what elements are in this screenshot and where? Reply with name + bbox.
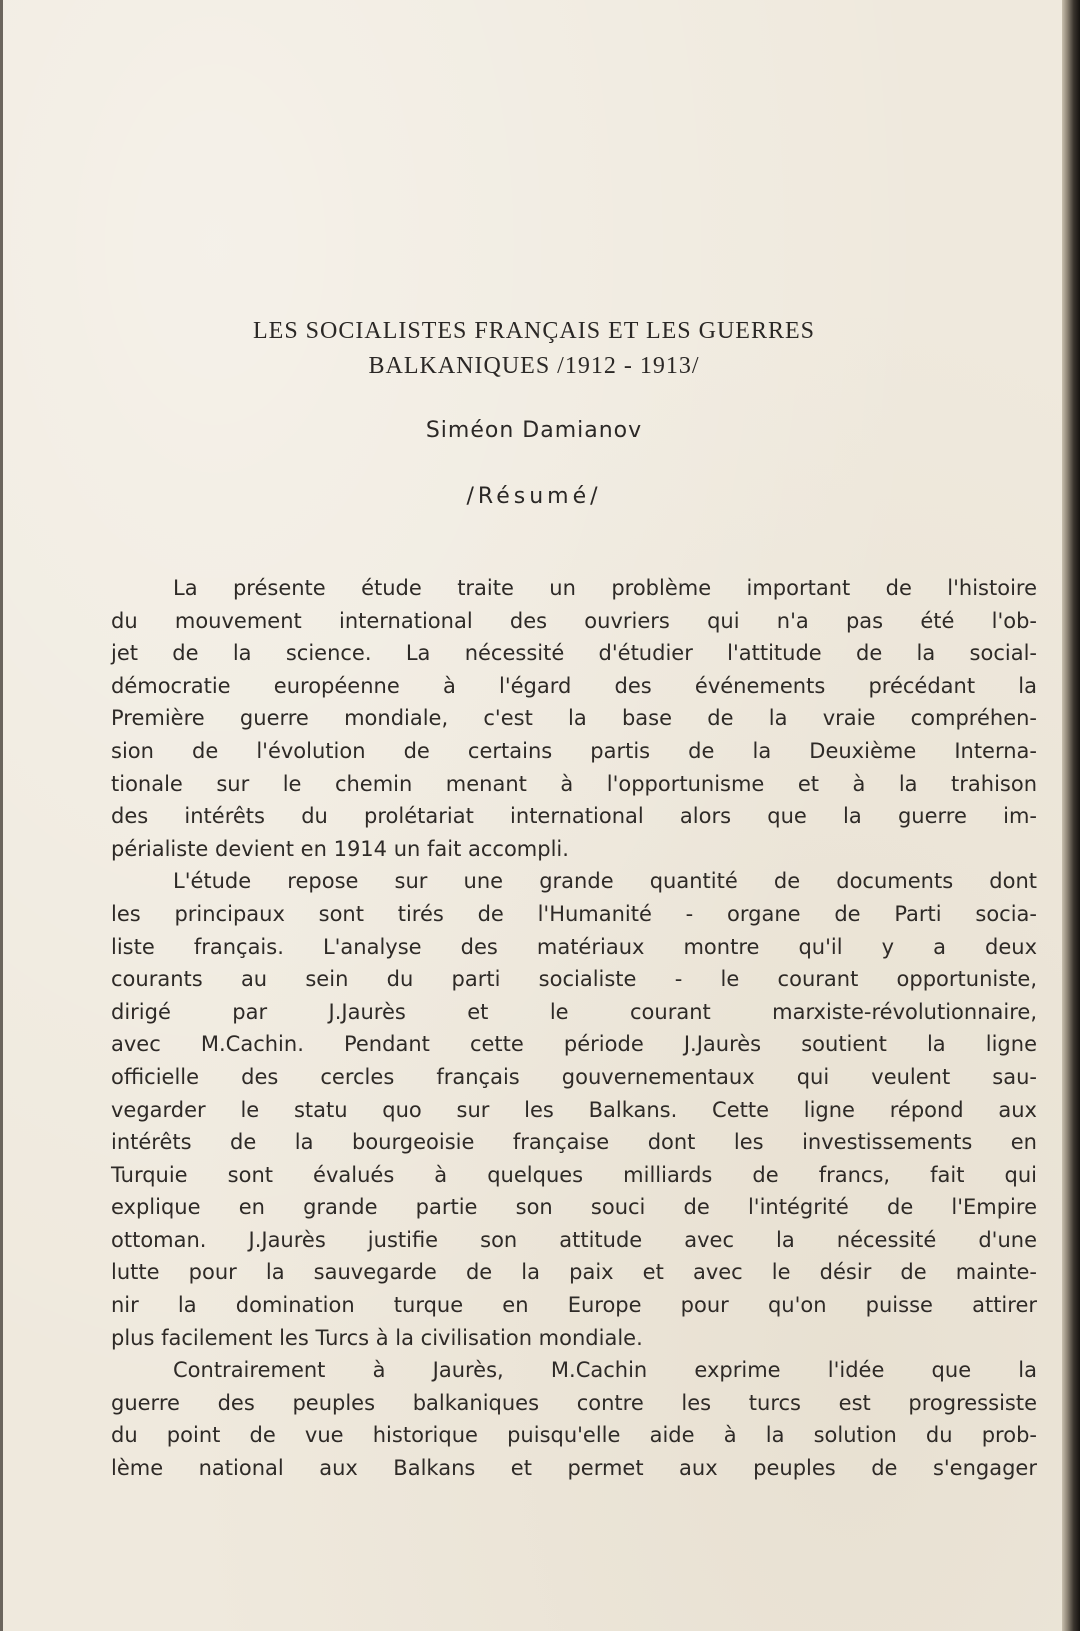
text-line: Turquie sont évalués à quelques milliards de francs, fait qui [111,1162,1037,1187]
abstract-body [111,572,1037,1485]
text-line: guerre des peuples balkaniques contre les turcs est progressiste [111,1390,1037,1415]
text-line: explique en grande partie son souci de l'intégrité de l'Empire [111,1195,1037,1220]
text-line: du point de vue historique puisqu'elle aide à la solution du prob- [111,1423,1037,1448]
section-label: /Résumé/ [466,484,602,509]
text-line: officielle des cercles français gouvernementaux qui veulent sau- [111,1064,1037,1089]
text-line: périaliste devient en 1914 un fait accompli. [111,836,569,861]
text-line: tionale sur le chemin menant à l'opportunisme et à la trahison [111,771,1037,796]
text-line: intérêts de la bourgeoisie française dont les investissements en [111,1130,1037,1155]
text-line: L'étude repose sur une grande quantité de documents dont [173,869,1037,894]
text-line: Première guerre mondiale, c'est la base de la vraie compréhen- [111,706,1037,731]
book-spine-shadow [1062,0,1080,1631]
text-line: les principaux sont tirés de l'Humanité - organe de Parti socia- [111,901,1037,926]
text-line: liste français. L'analyse des matériaux montre qu'il y a deux [111,934,1037,959]
text-line: Contrairement à Jaurès, M.Cachin exprime l'idée que la [173,1358,1037,1383]
text-line: démocratie européenne à l'égard des événements précédant la [111,673,1037,698]
text-line: lutte pour la sauvegarde de la paix et avec le désir de mainte- [111,1260,1037,1285]
text-line: lème national aux Balkans et permet aux peuples de s'engager [111,1456,1037,1481]
text-line: La présente étude traite un problème important de l'histoire [173,576,1037,600]
text-line: des intérêts du prolétariat international alors que la guerre im- [111,804,1037,829]
text-line: jet de la science. La nécessité d'étudier l'attitude de la social- [111,641,1037,666]
text-line: ottoman. J.Jaurès justifie son attitude avec la nécessité d'une [111,1227,1037,1252]
text-line: plus facilement les Turcs à la civilisation mondiale. [111,1325,643,1350]
article-title-line-1: LES SOCIALISTES FRANÇAIS ET LES GUERRES [253,318,815,344]
text-line: du mouvement international des ouvriers qui n'a pas été l'ob- [111,608,1037,633]
text-line: vegarder le statu quo sur les Balkans. Cette ligne répond aux [111,1097,1037,1122]
text-line: avec M.Cachin. Pendant cette période J.Jaurès soutient la ligne [111,1032,1037,1057]
text-line: nir la domination turque en Europe pour qu'on puisse attirer [111,1293,1037,1318]
text-line: courants au sein du parti socialiste - le courant opportuniste, [111,967,1037,992]
text-line: dirigé par J.Jaurès et le courant marxiste-révolutionnaire, [111,999,1037,1024]
article-title-line-2: BALKANIQUES /1912 - 1913/ [368,353,700,379]
author-name: Siméon Damianov [425,418,643,443]
text-line: sion de l'évolution de certains partis de la Deuxième Interna- [111,738,1037,763]
